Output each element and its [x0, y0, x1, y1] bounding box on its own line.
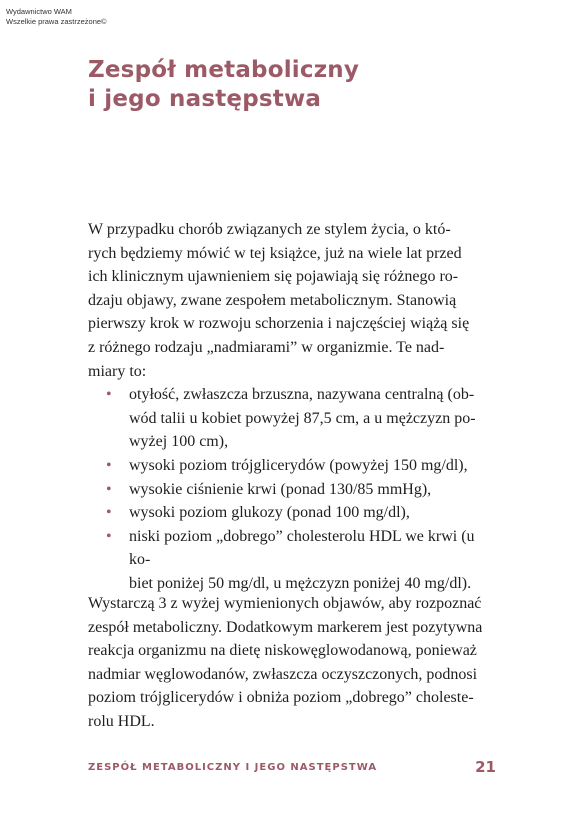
chapter-title-line-1: Zespół metaboliczny	[88, 57, 360, 83]
symptom-item-blood-pressure	[88, 478, 495, 502]
bullet-icon: •	[106, 456, 112, 474]
intro-line: z różnego rodzaju „nadmiarami” w organizmie. Te nad-	[88, 338, 445, 356]
bullet-icon: •	[106, 386, 112, 404]
running-title: ZESPÓŁ METABOLICZNY I JEGO NASTĘPSTWA	[88, 762, 378, 773]
intro-line: pierwszy krok w rozwoju schorzenia i najczęściej wiążą się	[88, 315, 470, 333]
publisher-watermark	[6, 7, 107, 27]
symptom-line: wysokie ciśnienie krwi (ponad 130/85 mmHg),	[129, 480, 432, 498]
closing-line: zespół metaboliczny. Dodatkowym markerem jest pozytywna	[88, 618, 483, 636]
closing-paragraph	[88, 592, 495, 734]
bullet-icon: •	[106, 504, 112, 522]
closing-line: rolu HDL.	[88, 712, 155, 730]
chapter-title	[88, 56, 508, 114]
symptom-line: biet poniżej 50 mg/dl, u mężczyzn poniżej 40 mg/dl).	[129, 574, 472, 592]
symptom-line: wód talii u kobiet powyżej 87,5 cm, a u mężczyzn po-	[129, 409, 476, 427]
watermark-publisher: Wydawnictwo WAM	[6, 7, 72, 16]
closing-line: Wystarczą 3 z wyżej wymienionych objawów, aby rozpoznać	[88, 595, 482, 612]
watermark-copyright: Wszelkie prawa zastrzeżone©	[6, 17, 107, 26]
symptom-list	[88, 383, 495, 595]
intro-paragraph	[88, 218, 495, 383]
intro-line: rych będziemy mówić w tej książce, już na wiele lat przed	[88, 244, 462, 262]
symptom-line: wysoki poziom glukozy (ponad 100 mg/dl),	[129, 504, 410, 522]
closing-text	[88, 592, 495, 734]
page-footer	[88, 760, 498, 778]
symptom-line: niski poziom „dobrego” cholesterolu HDL we krwi (u ko-	[129, 527, 475, 569]
symptom-line: wysoki poziom trójglicerydów (powyżej 150 mg/dl),	[129, 456, 468, 474]
closing-line: poziom trójglicerydów i obniża poziom „dobrego” choleste-	[88, 689, 474, 707]
intro-line: dzaju objawy, zwane zespołem metabolicznym. Stanowią	[88, 291, 457, 309]
intro-line: ich klinicznym ujawnieniem się pojawiają się różnego ro-	[88, 268, 459, 286]
symptom-item-triglycerides	[88, 454, 495, 478]
bullet-icon: •	[106, 480, 112, 498]
intro-line: miary to:	[88, 362, 147, 380]
symptom-item-hdl	[88, 525, 495, 596]
symptom-line: wyżej 100 cm),	[129, 433, 229, 451]
symptom-item-glucose	[88, 501, 495, 525]
page-number: 21	[475, 758, 496, 776]
intro-line: W przypadku chorób związanych ze stylem życia, o któ-	[88, 221, 451, 238]
main-text	[88, 218, 495, 596]
symptom-item-obesity	[88, 383, 495, 454]
symptom-line: otyłość, zwłaszcza brzuszna, nazywana centralną (ob-	[129, 386, 475, 404]
bullet-icon: •	[106, 527, 112, 545]
closing-line: nadmiar węglowodanów, zwłaszcza oczyszczonych, podnosi	[88, 665, 478, 683]
closing-line: reakcja organizmu na dietę niskowęglowodanową, ponieważ	[88, 642, 477, 660]
chapter-title-line-2: i jego następstwa	[88, 86, 322, 112]
